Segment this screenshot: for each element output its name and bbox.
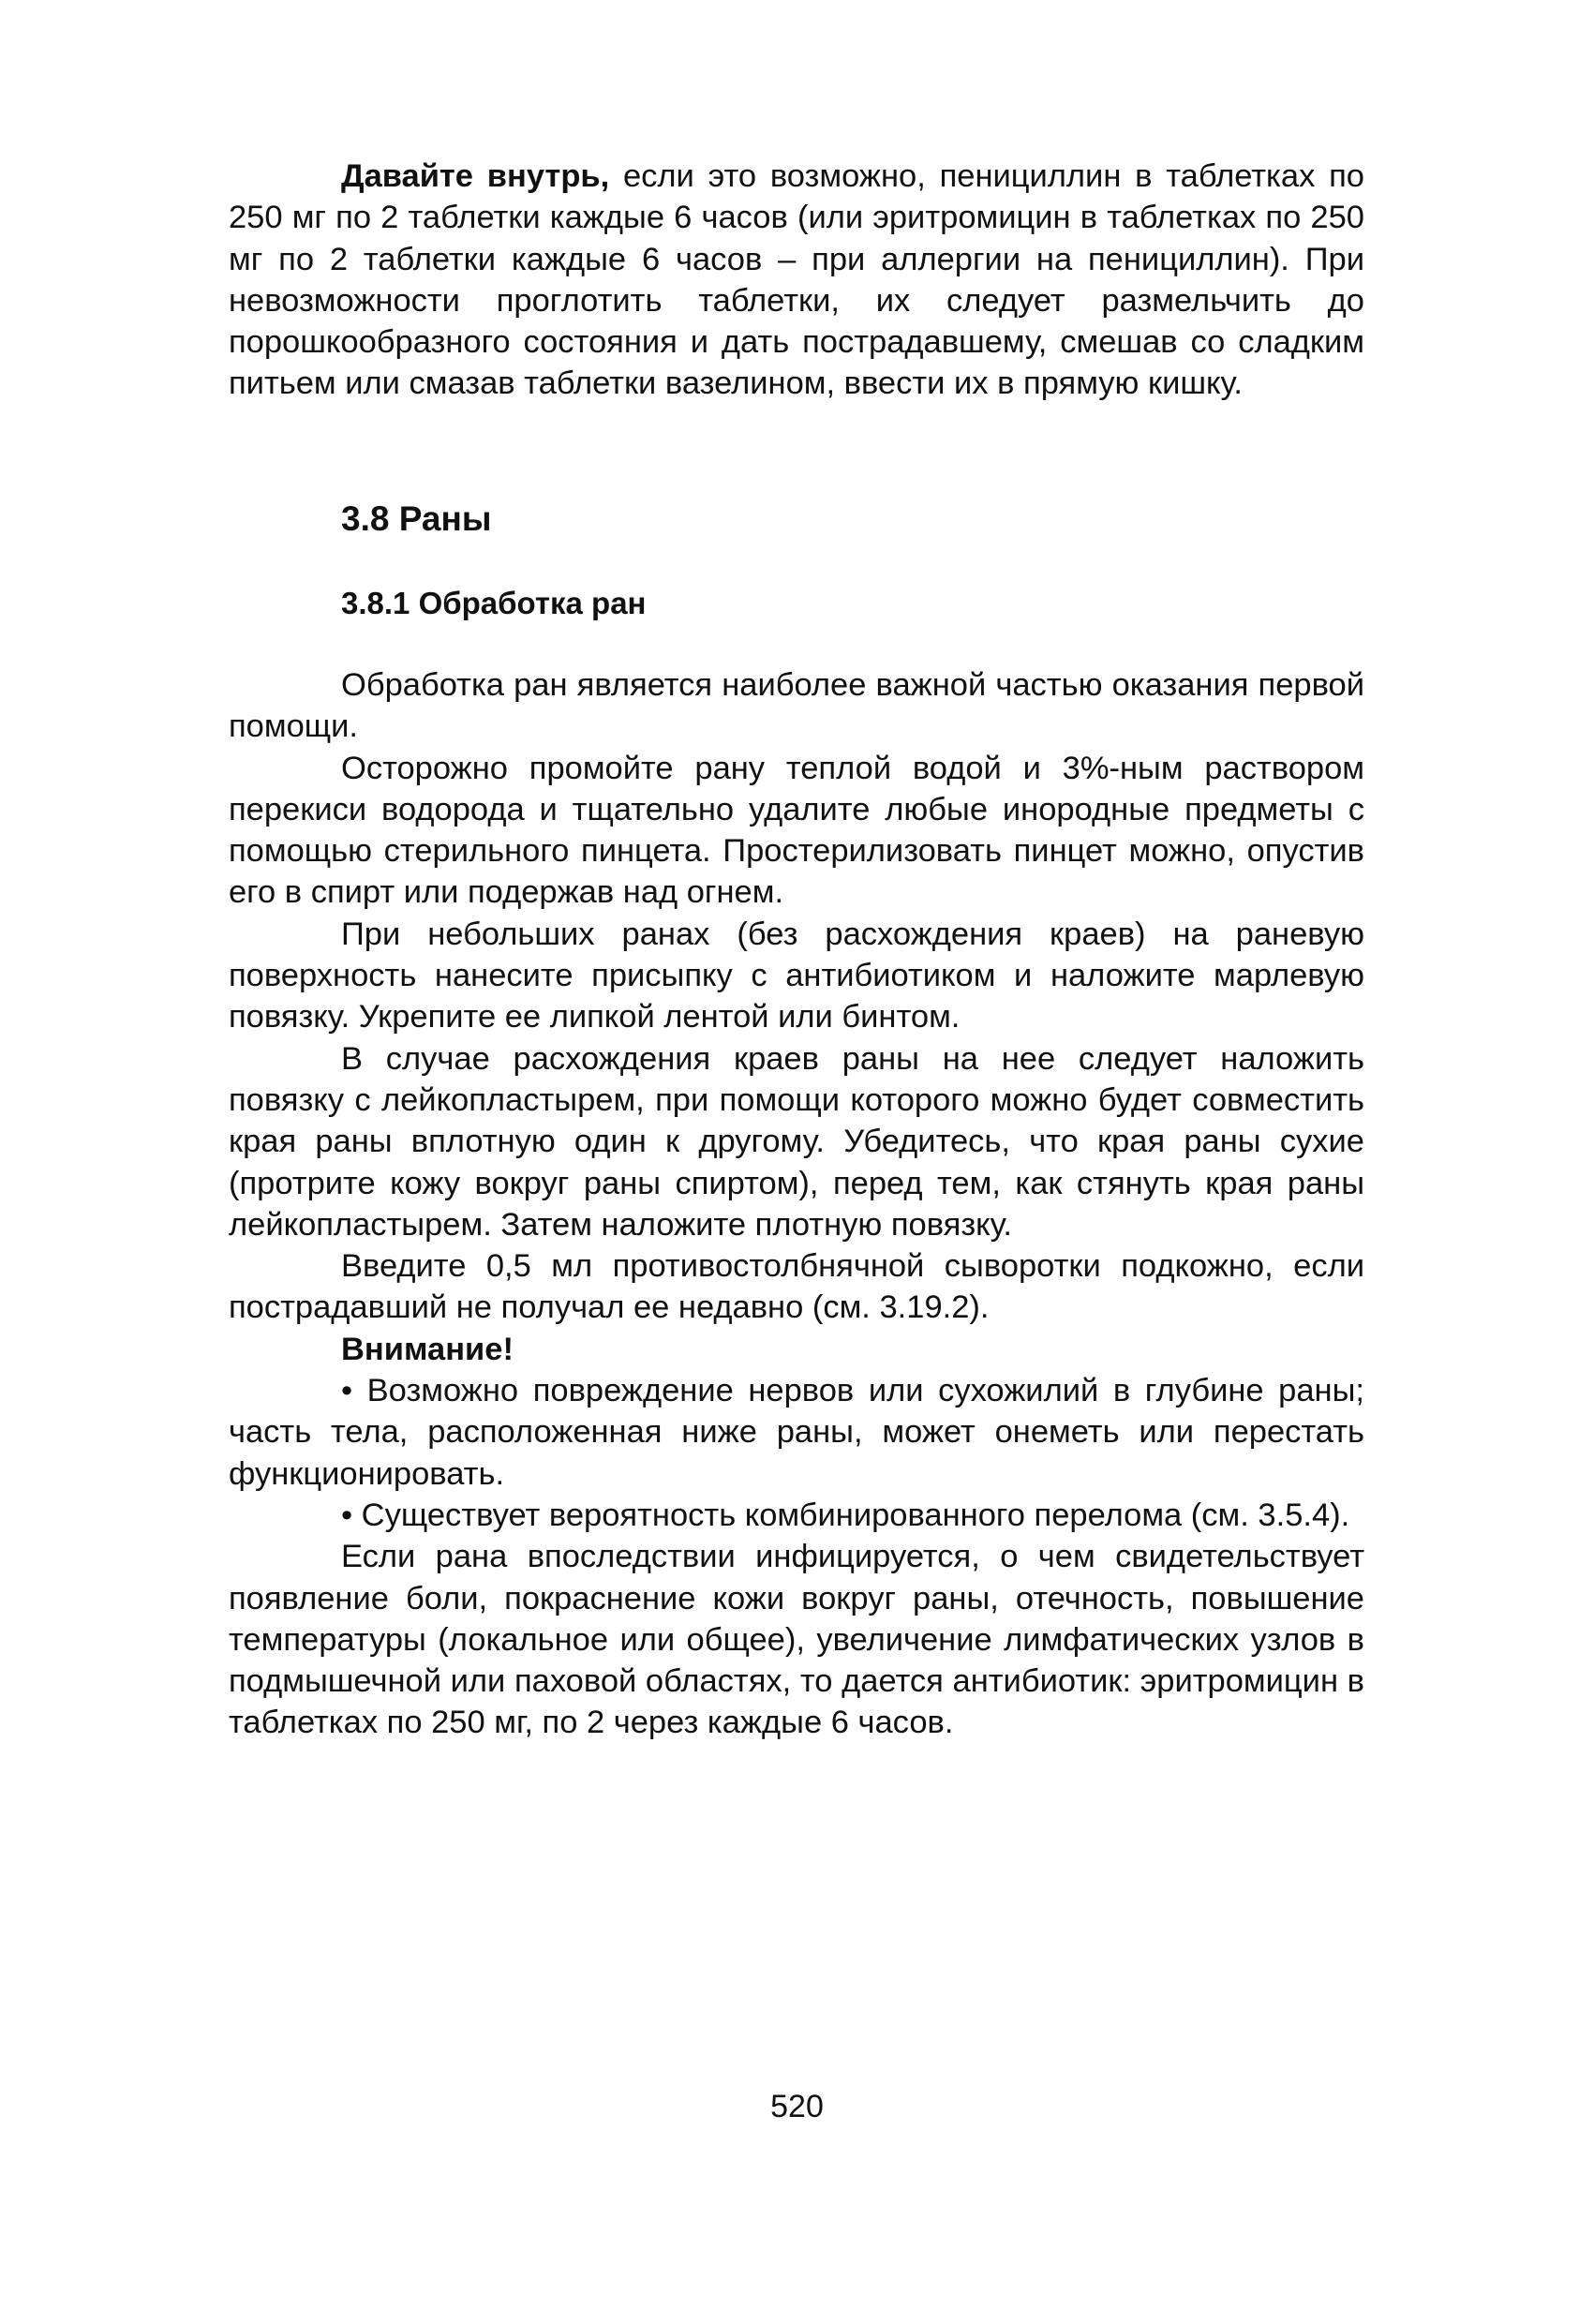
- intro-paragraph: [229, 156, 1364, 405]
- warning-bullet-2: • Существует вероятность комбинированного перелома (см. 3.5.4).: [341, 1497, 1350, 1533]
- paragraph-3: При небольших ранах (без расхождения краев) на раневую поверхность нанесите присыпку с антибиотиком и наложите марлевую повязку. Укрепите ее липкой лентой или бинтом.: [229, 916, 1364, 1035]
- page-number: 520: [770, 2089, 824, 2124]
- paragraph-5: Введите 0,5 мл противостолбнячной сыворотки подкожно, если пострадавший не получал ее недавно (см. 3.19.2).: [229, 1248, 1364, 1326]
- paragraph-1: Обработка ран является наиболее важной частью оказания первой помощи.: [229, 667, 1364, 745]
- section-title: 3.8 Раны: [341, 499, 492, 538]
- intro-text: если это возможно, пенициллин в таблетках по 250 мг по 2 таблетки каждые 6 часов (или эритромицин в таблетках по 250 мг по 2 таблетки каждые 6 часов – при аллергии на пенициллин). При невозможности проглотить таблетки, их следует размельчить до порошкообразного состояния и дать пострадавшему, смешав со сладким питьем или смазав таблетки вазелином, ввести их в прямую кишку.: [229, 158, 1364, 402]
- paragraph-6: Если рана впоследствии инфицируется, о чем свидетельствует появление боли, покраснение кожи вокруг раны, отечность, повышение температуры (локальное или общее), увеличение лимфатических узлов в подмышечной или паховой областях, то дается антибиотик: эритромицин в таблетках по 250 мг, по 2 через каждые 6 часов.: [229, 1539, 1364, 1741]
- paragraph-2: Осторожно промойте рану теплой водой и 3%-ным раствором перекиси водорода и тщательно удалите любые инородные предметы с помощью стерильного пинцета. Простерилизовать пинцет можно, опустив его в спирт или подержав над огнем.: [229, 750, 1364, 911]
- body-block: [229, 664, 1364, 1744]
- intro-lead: Давайте внутрь,: [341, 158, 610, 194]
- warning-title: Внимание!: [341, 1331, 514, 1367]
- warning-bullet-1: • Возможно повреждение нервов или сухожилий в глубине раны; часть тела, расположенная ниже раны, может онеметь или перестать функционировать.: [229, 1373, 1364, 1492]
- paragraph-4: В случае расхождения краев раны на нее следует наложить повязку с лейкопластырем, при помощи которого можно будет совместить края раны вплотную один к другому. Убедитесь, что края раны сухие (протрите кожу вокруг раны спиртом), перед тем, как стянуть края раны лейкопластырем. Затем наложите плотную повязку.: [229, 1040, 1364, 1243]
- subsection-title: 3.8.1 Обработка ран: [341, 586, 647, 620]
- intro-block: [229, 156, 1364, 405]
